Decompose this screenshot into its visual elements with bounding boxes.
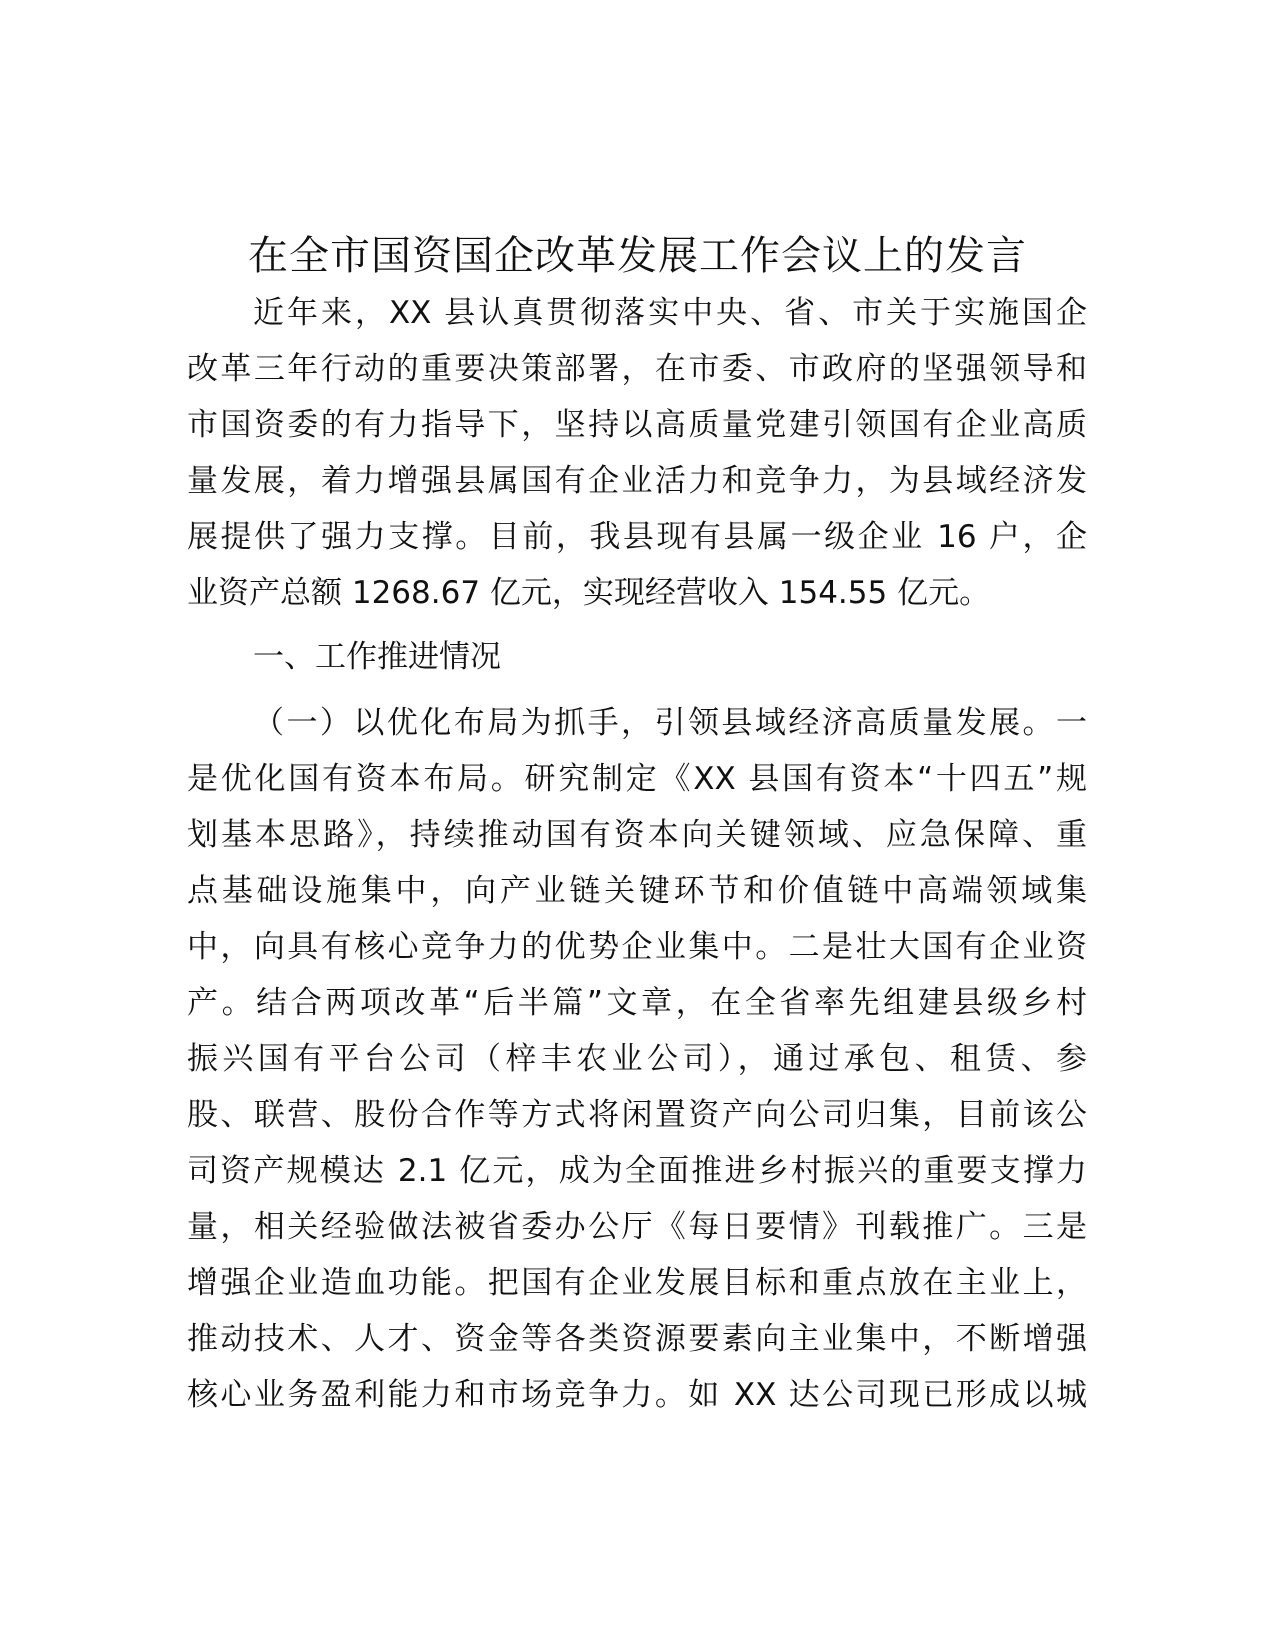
section-heading: 一、工作推进情况 [253,639,501,675]
paragraph-line: 中，向具有核心竞争力的优势企业集中。二是壮大国有企业资 [187,929,1087,965]
paragraph-line: 推动技术、人才、资金等各类资源要素向主业集中，不断增强 [187,1321,1087,1357]
paragraph-line: 核心业务盈利能力和市场竞争力。如 XX 达公司现已形成以城 [187,1377,1087,1413]
paragraph-line: 股、联营、股份合作等方式将闲置资产向公司归集，目前该公 [187,1097,1087,1133]
paragraph-line: 近年来，XX 县认真贯彻落实中央、省、市关于实施国企 [253,295,1087,331]
paragraph-line: 改革三年行动的重要决策部署，在市委、市政府的坚强领导和 [187,351,1087,387]
paragraph-line: 市国资委的有力指导下，坚持以高质量党建引领国有企业高质 [187,407,1087,443]
paragraph-line: 点基础设施集中，向产业链关键环节和价值链中高端领域集 [187,873,1087,909]
paragraph-line: 展提供了强力支撑。目前，我县现有县属一级企业 16 户，企 [187,519,1087,555]
paragraph-line: 司资产规模达 2.1 亿元，成为全面推进乡村振兴的重要支撑力 [187,1153,1087,1189]
paragraph-line: （一）以优化布局为抓手，引领县域经济高质量发展。一 [253,705,1087,741]
paragraph-line: 增强企业造血功能。把国有企业发展目标和重点放在主业上， [187,1265,1087,1301]
document-title: 在全市国资国企改革发展工作会议上的发言 [248,233,1027,279]
paragraph-line: 划基本思路》，持续推动国有资本向关键领域、应急保障、重 [187,817,1087,853]
paragraph-line: 是优化国有资本布局。研究制定《XX 县国有资本“十四五”规 [187,761,1087,797]
paragraph-line: 产。结合两项改革“后半篇”文章，在全省率先组建县级乡村 [187,985,1087,1021]
paragraph-line: 业资产总额 1268.67 亿元，实现经营收入 154.55 亿元。 [187,575,991,611]
paragraph-line: 量发展，着力增强县属国有企业活力和竞争力，为县域经济发 [187,463,1087,499]
paragraph-line: 振兴国有平台公司（梓丰农业公司），通过承包、租赁、参 [187,1041,1087,1077]
paragraph-line: 量，相关经验做法被省委办公厅《每日要情》刊载推广。三是 [187,1209,1087,1245]
